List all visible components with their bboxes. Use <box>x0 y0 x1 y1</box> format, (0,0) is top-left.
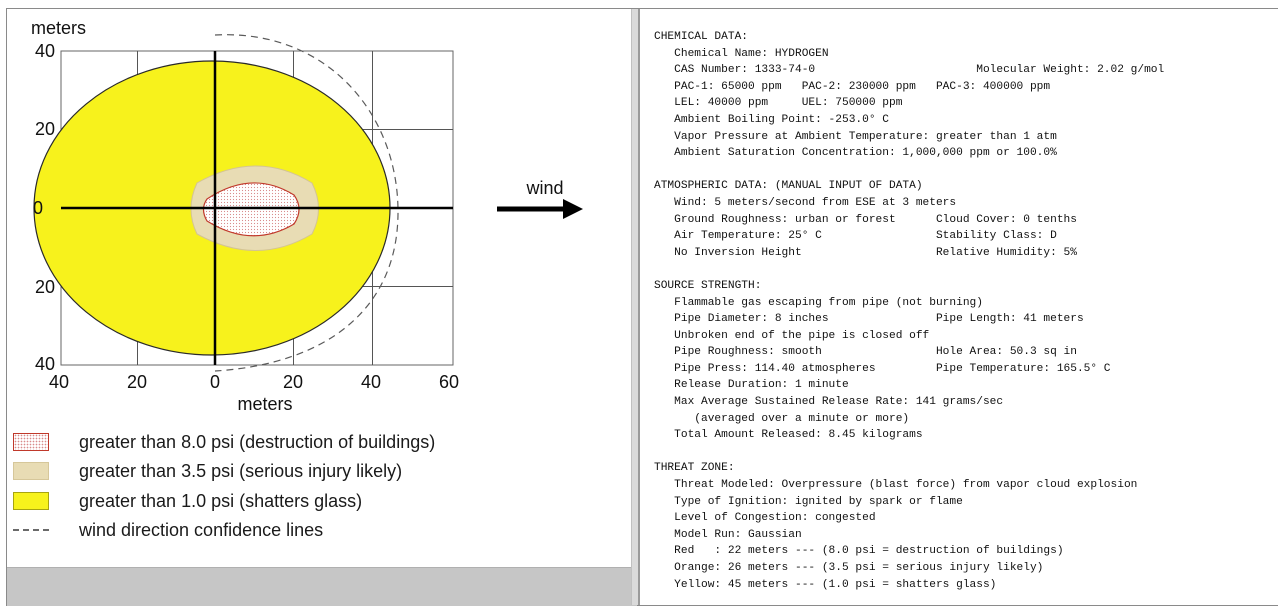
report-line: No Inversion Height Relative Humidity: 5% <box>654 246 1077 259</box>
report-line: Pipe Roughness: smooth Hole Area: 50.3 sq in <box>654 346 1077 359</box>
legend-item-yellow <box>13 490 362 512</box>
report-line: Wind: 5 meters/second from ESE at 3 meters <box>654 196 957 209</box>
legend-item-red <box>13 431 435 453</box>
y-axis-title: meters <box>31 18 87 38</box>
left-pane-status-bar <box>7 567 637 606</box>
report-line: Pipe Press: 114.40 atmospheres Pipe Temperature: 165.5° C <box>654 362 1111 375</box>
text-summary-report <box>654 29 1164 593</box>
report-line: PAC-1: 65000 ppm PAC-2: 230000 ppm PAC-3: 400000 ppm <box>654 80 1051 93</box>
legend-label: greater than 1.0 psi (shatters glass) <box>79 490 363 511</box>
app-window <box>6 8 1278 606</box>
report-line: Flammable gas escaping from pipe (not burning) <box>654 296 983 309</box>
report-line <box>654 162 1164 179</box>
report-line: Total Amount Released: 8.45 kilograms <box>654 429 923 442</box>
text-summary-pane <box>639 9 1278 605</box>
report-line: CHEMICAL DATA: <box>654 31 748 43</box>
legend-label: greater than 3.5 psi (serious injury likely) <box>79 460 403 481</box>
y-tick-label: 0 <box>32 198 43 218</box>
report-line: THREAT ZONE: <box>654 462 735 475</box>
report-line: Pipe Diameter: 8 inches Pipe Length: 41 meters <box>654 313 1084 326</box>
pane-splitter[interactable] <box>631 9 639 605</box>
report-line <box>654 444 1164 461</box>
report-line: Max Average Sustained Release Rate: 141 grams/sec <box>654 396 1004 409</box>
x-tick-label: 20 <box>126 372 148 392</box>
legend-swatch-dashed <box>13 529 49 531</box>
legend-label: wind direction confidence lines <box>79 519 324 540</box>
y-tick-label: 20 <box>34 277 55 297</box>
legend-swatch-red <box>13 433 49 451</box>
wind-arrow-icon <box>563 199 583 219</box>
report-line: (averaged over a minute or more) <box>654 412 910 425</box>
report-line: Ambient Saturation Concentration: 1,000,000 ppm or 100.0% <box>654 147 1057 160</box>
report-line: Ground Roughness: urban or forest Cloud Cover: 0 tenths <box>654 213 1077 226</box>
threat-zone-plot-pane <box>7 9 631 567</box>
report-line: Type of Ignition: ignited by spark or flame <box>654 495 963 508</box>
legend-item-dashed <box>13 519 323 541</box>
report-line: Chemical Name: HYDROGEN <box>654 47 829 60</box>
y-tick-label: 40 <box>34 354 55 374</box>
x-tick-label: 20 <box>282 372 304 392</box>
report-line: LEL: 40000 ppm UEL: 750000 ppm <box>654 97 903 110</box>
x-tick-label: 40 <box>360 372 382 392</box>
report-line <box>654 261 1164 278</box>
report-line: Release Duration: 1 minute <box>654 379 849 392</box>
x-tick-label: 40 <box>48 372 70 392</box>
legend-swatch-yellow <box>13 492 49 510</box>
wind-label: wind <box>526 178 564 198</box>
report-line: Yellow: 45 meters --- (1.0 psi = shatters glass) <box>654 578 997 591</box>
x-axis-title: meters <box>237 394 293 414</box>
report-line: Red : 22 meters --- (8.0 psi = destruction of buildings) <box>654 545 1064 558</box>
legend-item-orange <box>13 460 402 482</box>
report-line: Orange: 26 meters --- (3.5 psi = serious injury likely) <box>654 562 1044 574</box>
report-line: Level of Congestion: congested <box>654 512 876 525</box>
x-tick-label: 0 <box>209 372 221 392</box>
x-tick-label: 60 <box>438 372 460 392</box>
report-line: Air Temperature: 25° C Stability Class: D <box>654 230 1057 243</box>
y-tick-label: 20 <box>34 119 55 139</box>
report-line: Ambient Boiling Point: -253.0° C <box>654 113 889 126</box>
legend-label: greater than 8.0 psi (destruction of buildings) <box>79 431 436 452</box>
legend-swatch-orange <box>13 462 49 480</box>
report-line: Threat Modeled: Overpressure (blast force) from vapor cloud explosion <box>654 479 1138 492</box>
report-line: Unbroken end of the pipe is closed off <box>654 329 930 342</box>
report-line: Model Run: Gaussian <box>654 528 802 541</box>
report-line: CAS Number: 1333-74-0 Molecular Weight: 2.02 g/mol <box>654 64 1165 77</box>
report-line: ATMOSPHERIC DATA: (MANUAL INPUT OF DATA) <box>654 180 923 193</box>
y-tick-label: 40 <box>34 41 55 61</box>
wind-indicator <box>493 172 613 232</box>
report-line: SOURCE STRENGTH: <box>654 279 762 292</box>
report-line: Vapor Pressure at Ambient Temperature: greater than 1 atm <box>654 130 1057 143</box>
plot-area <box>34 35 453 371</box>
